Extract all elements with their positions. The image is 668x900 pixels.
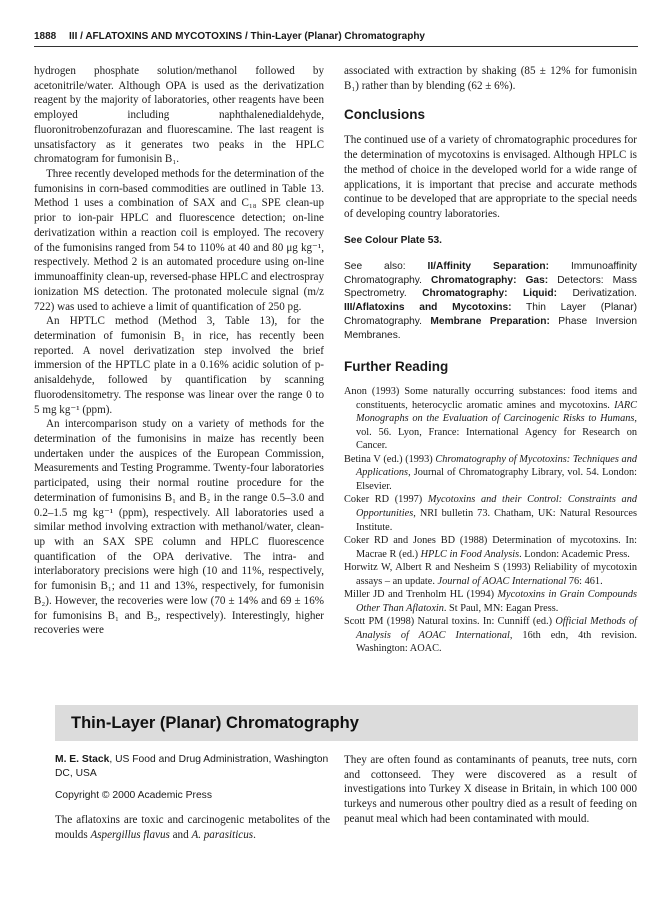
header-rule [34, 46, 638, 47]
crossref-text: See also: [344, 260, 428, 272]
reference-title: Journal of AOAC International [437, 575, 567, 587]
species-aspergillus-flavus: Aspergillus flavus [90, 828, 170, 841]
reference-text: Anon (1993) Some naturally occurring substances: food items and constituents, heterocyclic aromatic amines and mycotoxins. [344, 386, 637, 411]
species-a-parasiticus: A. parasiticus [191, 828, 254, 841]
reference-text: Coker RD (1997) [344, 494, 428, 506]
further-reading-heading: Further Reading [344, 359, 449, 375]
reference-text: Betina V (ed.) (1993) [344, 453, 436, 465]
running-title: III / AFLATOXINS AND MYCOTOXINS / Thin-Layer (Planar) Chromatography [69, 31, 425, 42]
reference-title: Chromatography of Mycotoxins: Techniques and Applications [356, 453, 637, 479]
right-column [344, 64, 637, 656]
reference-text: Horwitz W, Albert R and Nesheim S (1993) Reliability of mycotoxin assays – an update. [344, 562, 637, 587]
see-also-crossrefs [344, 260, 637, 343]
reference-title: Mycotoxins and their Control: Constraints and Opportunities [356, 494, 637, 520]
author-affiliation: , US Food and Drug Administration, Washington DC, USA [55, 754, 329, 779]
reference-item [344, 588, 637, 615]
crossref-section: II/Affinity Separation: [427, 260, 550, 272]
paragraph-derivatization: hydrogen phosphate solution/methanol followed by acetonitrile/water. Although OPA is used as the derivatization reagent by the majority of laboratories, other reagents have been employed including naphthalenedialdehyde, fluoronitrobenzofurazan and fluorescamine. The last reagent is unsatisfactory as it generates two peaks in the HPLC chromatogram for fumonisin B₁. [34, 65, 324, 166]
paragraph-fumonisin-methods: Three recently developed methods for the determination of the fumonisins in corn-based commodities are outlined in Table 13. Method 1 uses a combination of SAX and C₁₈ SPE clean-up prior to ion-pair HPLC and fluorescence detection; on-line derivatization within a reaction coil is employed. The recovery of the fumonisins ranged from 54 to 110% at 40 and 80 μg kg⁻¹, respectively. Method 2 is an automated procedure using on-line immunoaffinity clean-up, reversed-phase HPLC and electrospray ionization MS detection. The protonated molecule signal (m/z 722) was used to achieve a limit of quantification of 250 pg. [34, 168, 324, 313]
reference-text: , Journal of Chromatography Library, vol. 54. London: Elsevier. [356, 467, 637, 492]
conclusions-text: The continued use of a variety of chromatographic procedures for the determination of mycotoxins is envisaged. Although HPLC is the method of choice in the developed world for a wide range of applications, it is important that precise and accurate methods continue to be developed that are appropriate to the special needs of developing country laboratories. [344, 134, 637, 221]
intro-paragraph-start: The aflatoxins are toxic and carcinogenic metabolites of the moulds Aspergillus flavus and A. parasiticus. [55, 814, 330, 841]
reference-text: . St Paul, MN: Eagan Press. [443, 602, 559, 614]
article-title-banner [55, 705, 638, 741]
colour-plate-note: See Colour Plate 53. [344, 234, 442, 246]
paragraph-hptlc-method: An HPTLC method (Method 3, Table 13), for the determination of fumonisin B₁ in rice, has recently been reported. A novel derivatization step involved the brief immersion of the HPTLC plate in a 0.16% acidic solution of p-anisaldehyde, followed by quantification by scanning fluorodensitometry. The response was linear over the range 0 to 5 mg kg⁻¹ (ppm). [34, 315, 324, 416]
crossref-section: Chromatography: Gas: [431, 274, 549, 286]
paragraph-intercomparison: An intercomparison study on a variety of methods for the determination of the fumonisins in maize has recently been undertaken under the auspices of the European Commission, Measurements and Testing Programme. Twenty-four laboratories participated, using their normal routine procedure for the determination of fumonisins B₁ and B₂ in the range 0.5–3.0 and 0.2–1.5 mg kg⁻¹ (ppm), respectively. All laboratories used a similar method involving extraction with methanol/water, clean-up with an SAX SPE column and HPLC fluorescence quantification of the OPA derivative. The intra- and interlaboratory precisions were high (10 and 11%, respectively, for fumonisin B₁; and 11 and 13%, respectively, for fumonisin B₂). However, the recoveries were low (70 ± 14% and 69 ± 16% for fumonisins B₁ and B₂, respectively). Interestingly, higher recoveries were [34, 418, 324, 637]
reference-text: Miller JD and Trenholm HL (1994) [344, 589, 498, 601]
article-intro-left [55, 753, 330, 842]
conclusions-heading: Conclusions [344, 107, 426, 123]
reference-text: . London: Academic Press. [519, 548, 630, 560]
reference-text: Coker RD and Jones BD (1988) Determination of mycotoxins. In: Macrae R (ed.) [344, 535, 637, 560]
crossref-text: Detectors: Mass Spectrometry. [344, 274, 637, 300]
page-number: 1888 [34, 31, 57, 42]
running-header [34, 30, 638, 43]
left-column [34, 64, 324, 638]
reference-text: 76: 461. [566, 575, 603, 587]
copyright-line: Copyright © 2000 Academic Press [55, 790, 212, 801]
reference-item [344, 453, 637, 494]
crossref-section: III/Aflatoxins and Mycotoxins: [344, 302, 512, 314]
crossref-text: Derivatization. [556, 288, 637, 300]
crossref-section: Chromatography: Liquid: [422, 288, 557, 300]
reference-item [344, 561, 637, 588]
reference-item [344, 534, 637, 561]
reference-title: Mycotoxins in Grain Compounds Other Than Aflatoxin [356, 589, 637, 614]
crossref-text: Phase Inversion Membranes. [344, 316, 637, 342]
reference-item [344, 615, 637, 656]
crossref-text: Thin Layer (Planar) Chromatography. [344, 302, 637, 328]
reference-text: , vol. 56. Lyon, France: International Agency for Research on Cancer. [356, 413, 637, 452]
reference-text: , 16th edn, 4th revision. Washington: AOAC. [356, 629, 637, 655]
article-title: Thin-Layer (Planar) Chromatography [71, 714, 359, 732]
intro-paragraph-continued: They are often found as contaminants of peanuts, tree nuts, corn and cottonseed. They were discovered as a result of investigations into Turkey X disease in Britain, in which 100 000 turkeys and numerous other poultry died as a result of feeding on peanut meal which had been contaminated with mould. [344, 754, 637, 825]
reference-title: IARC Monographs on the Evaluation of Carcinogenic Risks to Humans [356, 399, 637, 425]
reference-text: Scott PM (1998) Natural toxins. In: Cunniff (ed.) [344, 616, 556, 628]
author-line [55, 753, 330, 781]
reference-text: , NRI bulletin 73. Chatham, UK: Natural Resources Institute. [356, 508, 637, 533]
crossref-section: Membrane Preparation: [430, 316, 550, 328]
reference-title: HPLC in Food Analysis [420, 548, 520, 560]
reference-item [344, 385, 637, 453]
article-intro-right [344, 753, 637, 827]
reference-list [344, 385, 637, 656]
reference-title: Official Methods of Analysis of AOAC International [356, 616, 638, 641]
paragraph-continued: associated with extraction by shaking (85 ± 12% for fumonisin B₁) rather than by blending (62 ± 6%). [344, 65, 637, 92]
reference-item [344, 493, 637, 534]
crossref-text: Immunoaffinity Chromatography. [344, 260, 638, 286]
author-name: M. E. Stack [55, 754, 110, 765]
